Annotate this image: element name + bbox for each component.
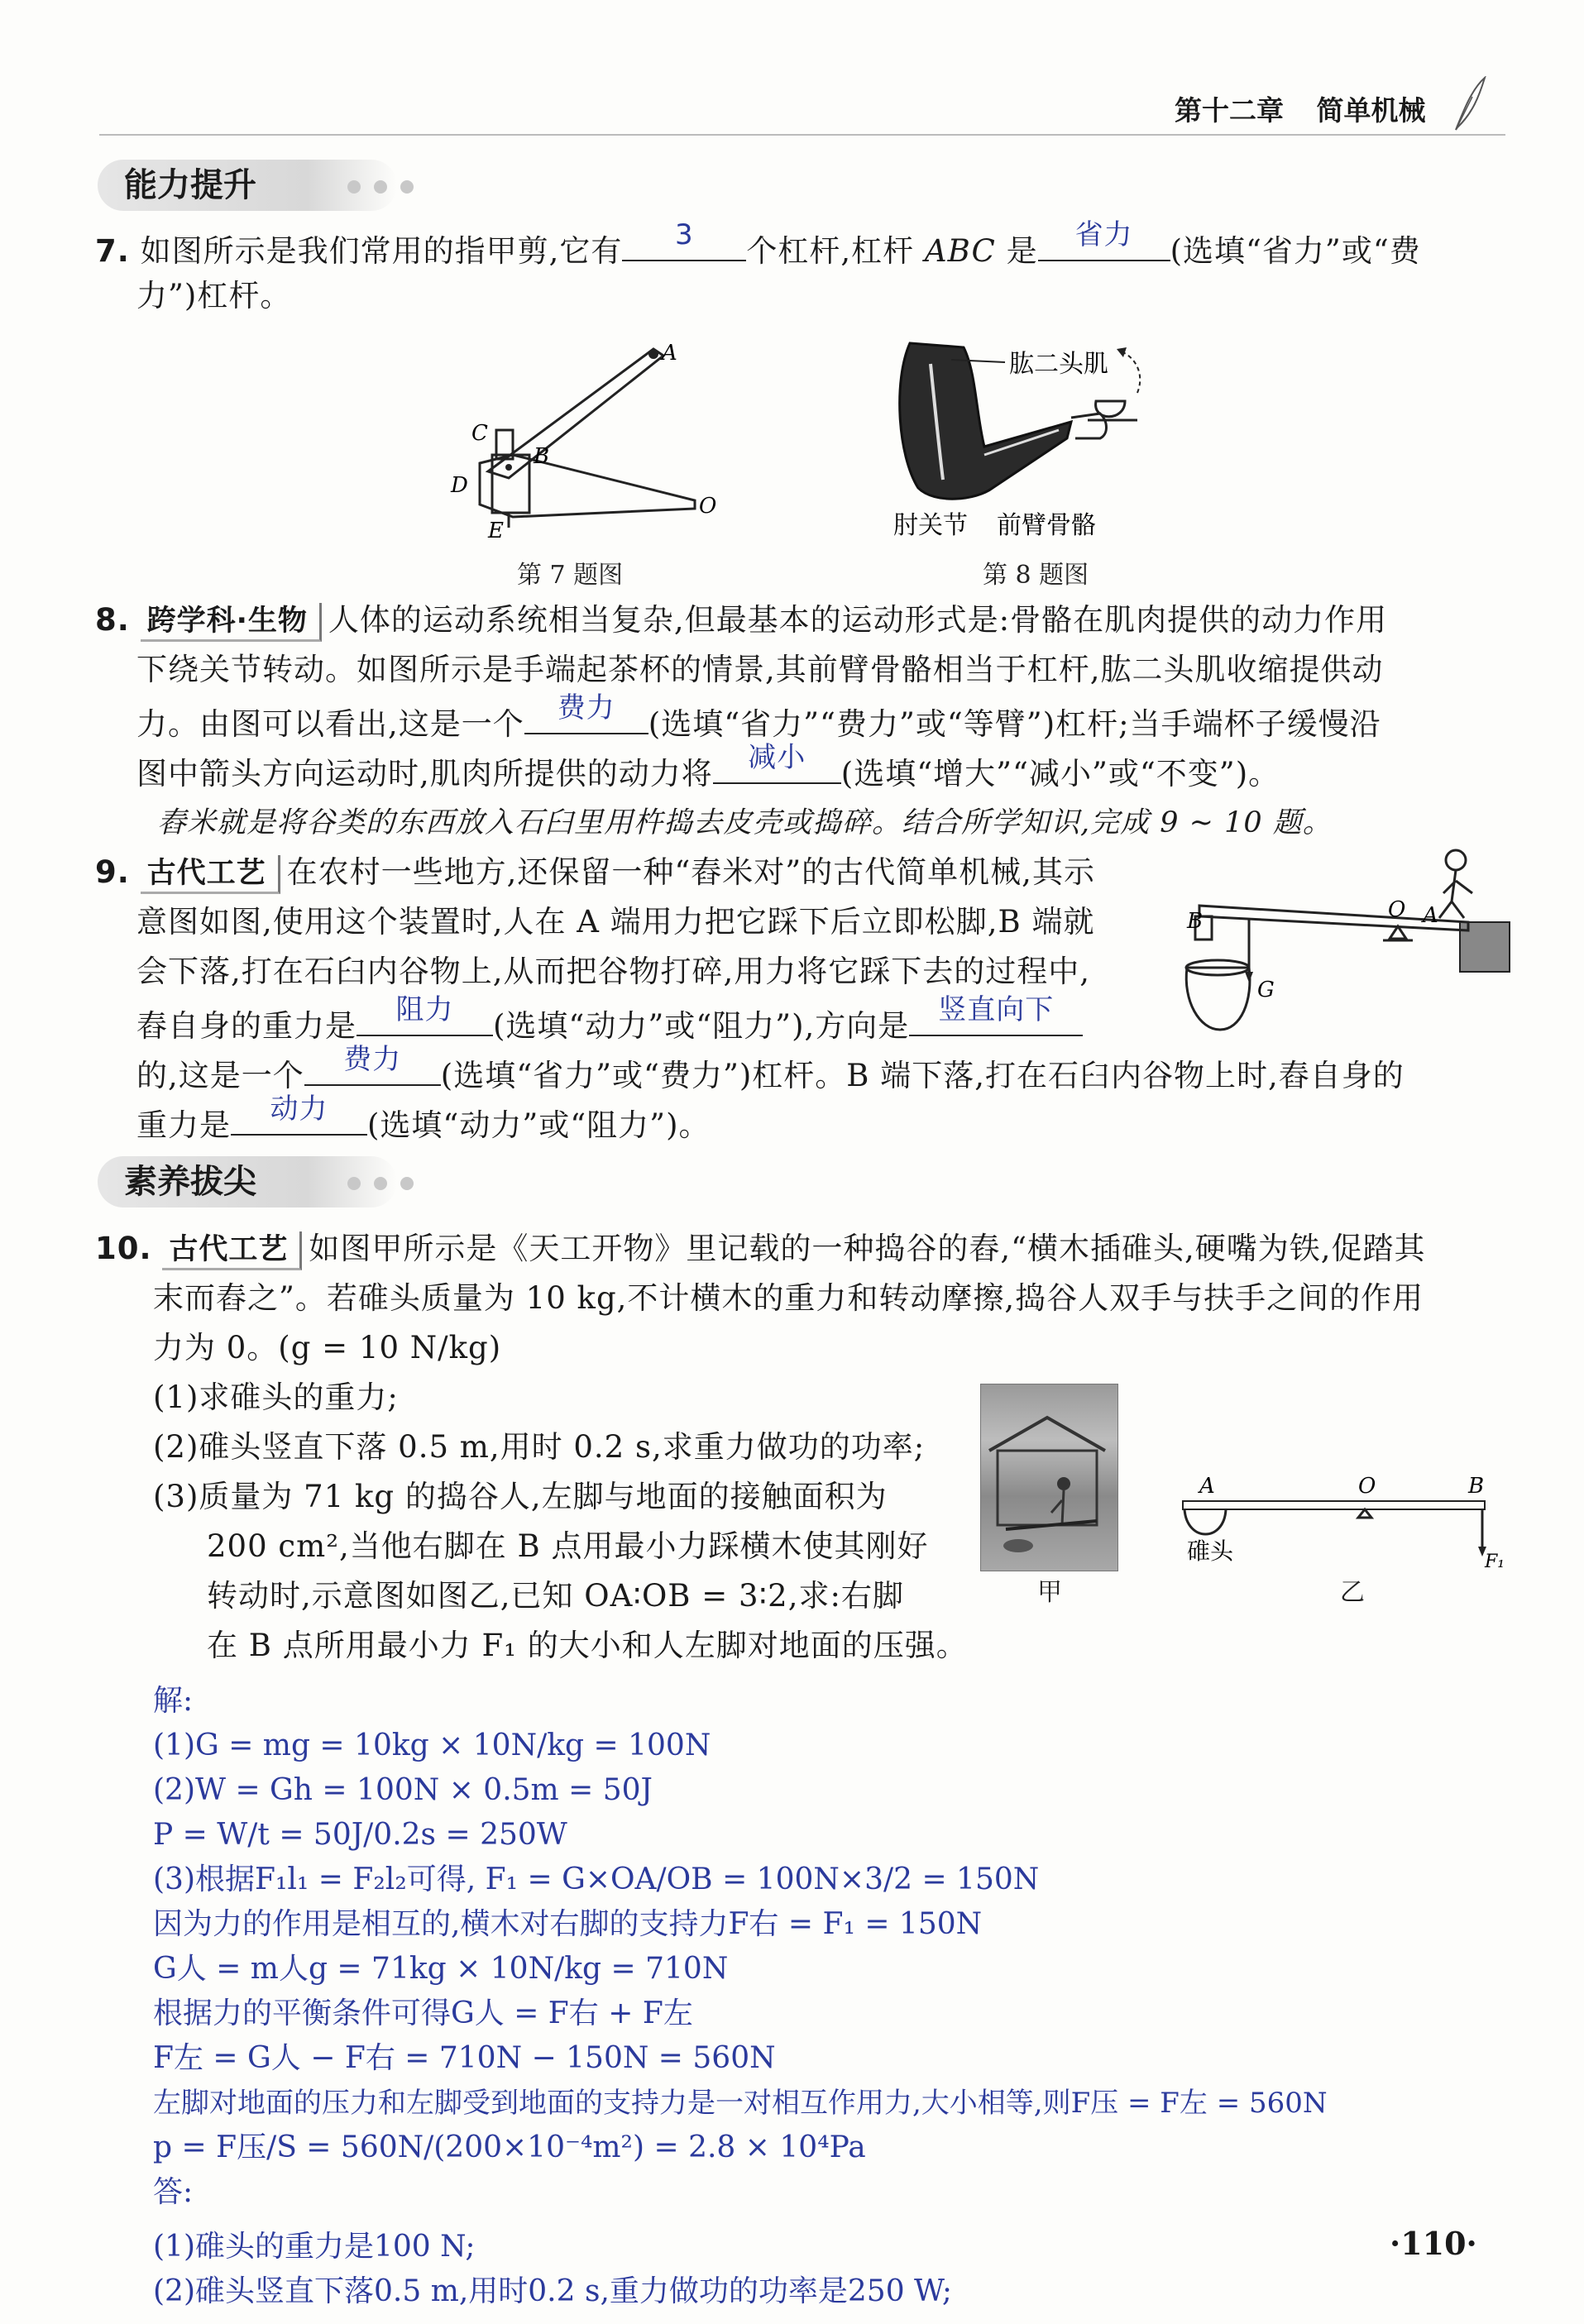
q9-line-3: 会下落,打在石臼内谷物上,从而把谷物打碎,用力将它踩下去的过程中, [136, 954, 1091, 989]
q9-line-5b: (选填“省力”或“费力”)杠杆。B 端下落,打在石臼内谷物上时,舂自身的 [440, 1058, 1405, 1093]
q8-line-2: 下绕关节转动。如图所示是手端起茶杯的情景,其前臂骨骼相当于杠杆,肱二头肌收缩提供动 [136, 652, 1384, 687]
solution-step-2: (2)W = Gh = 100N × 0.5m = 50J [153, 1773, 653, 1807]
q7-blank-2 [1038, 218, 1170, 261]
question-8 [95, 595, 1387, 645]
q8-blank-2 [713, 741, 841, 784]
q9-line-6b: (选填“动力”或“阻力”)。 [367, 1107, 711, 1143]
fig10-label-head: 碓头 [1187, 1537, 1234, 1565]
q7-text-4: (选填“省力”或“费 [1170, 233, 1421, 269]
page-number: ·110· [1390, 2225, 1477, 2262]
q9-blank-3 [304, 1043, 441, 1086]
solution-answer-2: (2)碓头竖直下落0.5 m,用时0.2 s,重力做功的功率是250 W; [153, 2274, 953, 2308]
fig9-label-o: O [1388, 897, 1406, 922]
fig10-yi-label: 乙 [1340, 1578, 1365, 1607]
q9-line-6 [136, 1093, 711, 1150]
solution-da: 答: [153, 2175, 194, 2209]
fig7-label-a: A [662, 341, 677, 366]
fig7-label-d: D [451, 473, 468, 498]
q10-sub-3b: 200 cm²,当他右脚在 B 点用最小力踩横木使其刚好 [207, 1528, 929, 1564]
q7-line-2: 力”)杠杆。 [136, 278, 292, 313]
q9-line-4 [136, 993, 1083, 1051]
question-10 [95, 1224, 1426, 1274]
q9-line-6a: 重力是 [136, 1107, 231, 1143]
fig7-label-e: E [488, 519, 504, 543]
fig7-label-c: C [471, 421, 488, 446]
fig9-label-g: G [1257, 978, 1275, 1002]
figure-7-nail-clipper [447, 331, 744, 554]
fig8-label-bone: 前臂骨骼 [997, 511, 1096, 540]
q7-text-2: 个杠杆,杠杆 [746, 233, 915, 269]
fig7-label-o: O [699, 494, 717, 519]
fig10-jia-label: 甲 [1037, 1578, 1062, 1607]
solution-step-6: G人 = m人g = 71kg × 10N/kg = 710N [153, 1952, 729, 1986]
intro-text: 舂米就是将谷类的东西放入石臼里用杵捣去皮壳或捣碎。结合所学知识,完成 9 ~ 10 题。 [157, 806, 1333, 839]
q8-line-4 [136, 741, 1280, 799]
q7-number: 7. [95, 233, 130, 269]
q8-answer-2: 减小 [748, 741, 806, 774]
q7-text-3: 是 [1006, 233, 1038, 269]
fig8-label-joint: 肘关节 [893, 511, 968, 540]
solution-step-9: 左脚对地面的压力和左脚受到地面的支持力是一对相互作用力,大小相等,则F压 = F左 = 560N [153, 2087, 1328, 2120]
q10-line-1: 如图甲所示是《天工开物》里记载的一种捣谷的舂,“横木插碓头,硬嘴为铁,促踏其 [309, 1231, 1426, 1266]
q8-tag: 跨学科·生物 [141, 603, 322, 642]
question-7 [95, 218, 1421, 276]
q10-sub-2: (2)碓头竖直下落 0.5 m,用时 0.2 s,求重力做功的功率; [153, 1429, 926, 1465]
solution-jie: 解: [153, 1684, 194, 1718]
q10-tag: 古代工艺 [162, 1231, 302, 1270]
q9-blank-2 [909, 993, 1083, 1036]
q9-blank-1 [357, 993, 493, 1036]
q9-blank-4 [231, 1093, 367, 1136]
q7-text: 如图所示是我们常用的指甲剪,它有 [140, 233, 623, 269]
solution-step-1: (1)G = mg = 10kg × 10N/kg = 100N [153, 1729, 711, 1762]
q7-abc: ABC [924, 233, 996, 269]
q9-line-2: 意图如图,使用这个装置时,人在 A 端用力把它踩下后立即松脚,B 端就 [136, 904, 1095, 940]
question-9 [95, 848, 1095, 897]
chapter-title: 简单机械 [1316, 94, 1426, 127]
q10-sub-3c: 转动时,示意图如图乙,已知 OA∶OB = 3∶2,求:右脚 [207, 1578, 904, 1614]
q10-sub-3a: (3)质量为 71 kg 的捣谷人,左脚与地面的接触面积为 [153, 1479, 888, 1514]
q9-tag: 古代工艺 [141, 855, 280, 894]
q9-answer-2: 竖直向下 [938, 993, 1055, 1026]
q8-blank-1 [524, 691, 648, 734]
q7-answer-1: 3 [675, 218, 694, 251]
chapter-header [1175, 89, 1489, 132]
q9-line-4a: 舂自身的重力是 [136, 1008, 357, 1044]
solution-answer-1: (1)碓头的重力是100 N; [153, 2230, 476, 2264]
solution-step-3: P = W/t = 50J/0.2s = 250W [153, 1818, 567, 1852]
q9-number: 9. [95, 854, 130, 890]
q9-answer-1: 阻力 [395, 993, 454, 1026]
feather-icon [1448, 76, 1489, 134]
q7-answer-2: 省力 [1074, 218, 1133, 251]
fig10-label-a: A [1199, 1474, 1215, 1499]
q10-line-2: 末而舂之”。若碓头质量为 10 kg,不计横木的重力和转动摩擦,捣谷人双手与扶手之间的作用 [153, 1280, 1424, 1316]
q9-line-5a: 的,这是一个 [136, 1058, 304, 1093]
figure-10-jia-picture [980, 1384, 1118, 1571]
q10-sub-1: (1)求碓头的重力; [153, 1380, 399, 1415]
fig9-label-b: B [1187, 909, 1204, 934]
fig8-label-muscle: 肱二头肌 [1009, 350, 1108, 379]
q8-number: 8. [95, 602, 130, 638]
fig8-caption: 第 8 题图 [983, 561, 1089, 590]
header-rule [99, 134, 1505, 136]
solution-step-4: (3)根据F₁l₁ = F₂l₂可得, F₁ = G×OA/OB = 100N×3/2 = 150N [153, 1863, 1040, 1896]
fig10-label-b: B [1468, 1474, 1485, 1499]
solution-step-5: 因为力的作用是相互的,横木对右脚的支持力F右 = F₁ = 150N [153, 1907, 983, 1941]
q10-sub-3d: 在 B 点所用最小力 F₁ 的大小和人左脚对地面的压强。 [207, 1628, 968, 1663]
figure-8-arm [885, 331, 1183, 546]
q8-line-3a: 力。由图可以看出,这是一个 [136, 706, 524, 742]
q10-number: 10. [95, 1231, 152, 1266]
q7-blank-1 [622, 218, 746, 261]
fig10-label-f1: F₁ [1485, 1552, 1505, 1572]
section-dots-2 [347, 1177, 427, 1193]
chapter-label: 第十二章 [1175, 94, 1284, 127]
q9-answer-4: 动力 [270, 1093, 328, 1126]
q8-line-1: 人体的运动系统相当复杂,但最基本的运动形式是:骨骼在肌肉提供的动力作用 [328, 602, 1388, 638]
q8-line-3b: (选填“省力”“费力”或“等臂”)杠杆;当手端杯子缓慢沿 [648, 706, 1381, 742]
fig9-label-a: A [1423, 903, 1438, 928]
section-ability-title: 能力提升 [124, 166, 256, 204]
figure-10-jia-sketch [981, 1384, 1117, 1571]
q8-line-4a: 图中箭头方向运动时,肌肉所提供的动力将 [136, 756, 713, 791]
q8-line-4b: (选填“增大”“减小”或“不变”)。 [840, 756, 1280, 791]
fig10-label-o: O [1358, 1474, 1376, 1499]
solution-step-8: F左 = G人 − F右 = 710N − 150N = 560N [153, 2041, 776, 2075]
q9-answer-3: 费力 [343, 1043, 402, 1076]
fig7-caption: 第 7 题图 [517, 561, 624, 590]
q8-answer-1: 费力 [557, 691, 615, 724]
solution-step-10: p = F压/S = 560N/(200×10⁻⁴m²) = 2.8 × 10⁴Pa [153, 2130, 866, 2164]
q9-line-1: 在农村一些地方,还保留一种“舂米对”的古代简单机械,其示 [286, 854, 1095, 890]
solution-step-7: 根据力的平衡条件可得G人 = F右 + F左 [153, 1996, 693, 2030]
q9-line-4b: (选填“动力”或“阻力”),方向是 [493, 1008, 910, 1044]
figure-9-pestle [1175, 844, 1514, 1042]
section-literacy-title: 素养拔尖 [124, 1163, 256, 1201]
fig7-label-b: B [534, 444, 550, 469]
q10-line-3: 力为 0。(g = 10 N/kg) [153, 1330, 502, 1365]
section-dots [347, 180, 427, 197]
